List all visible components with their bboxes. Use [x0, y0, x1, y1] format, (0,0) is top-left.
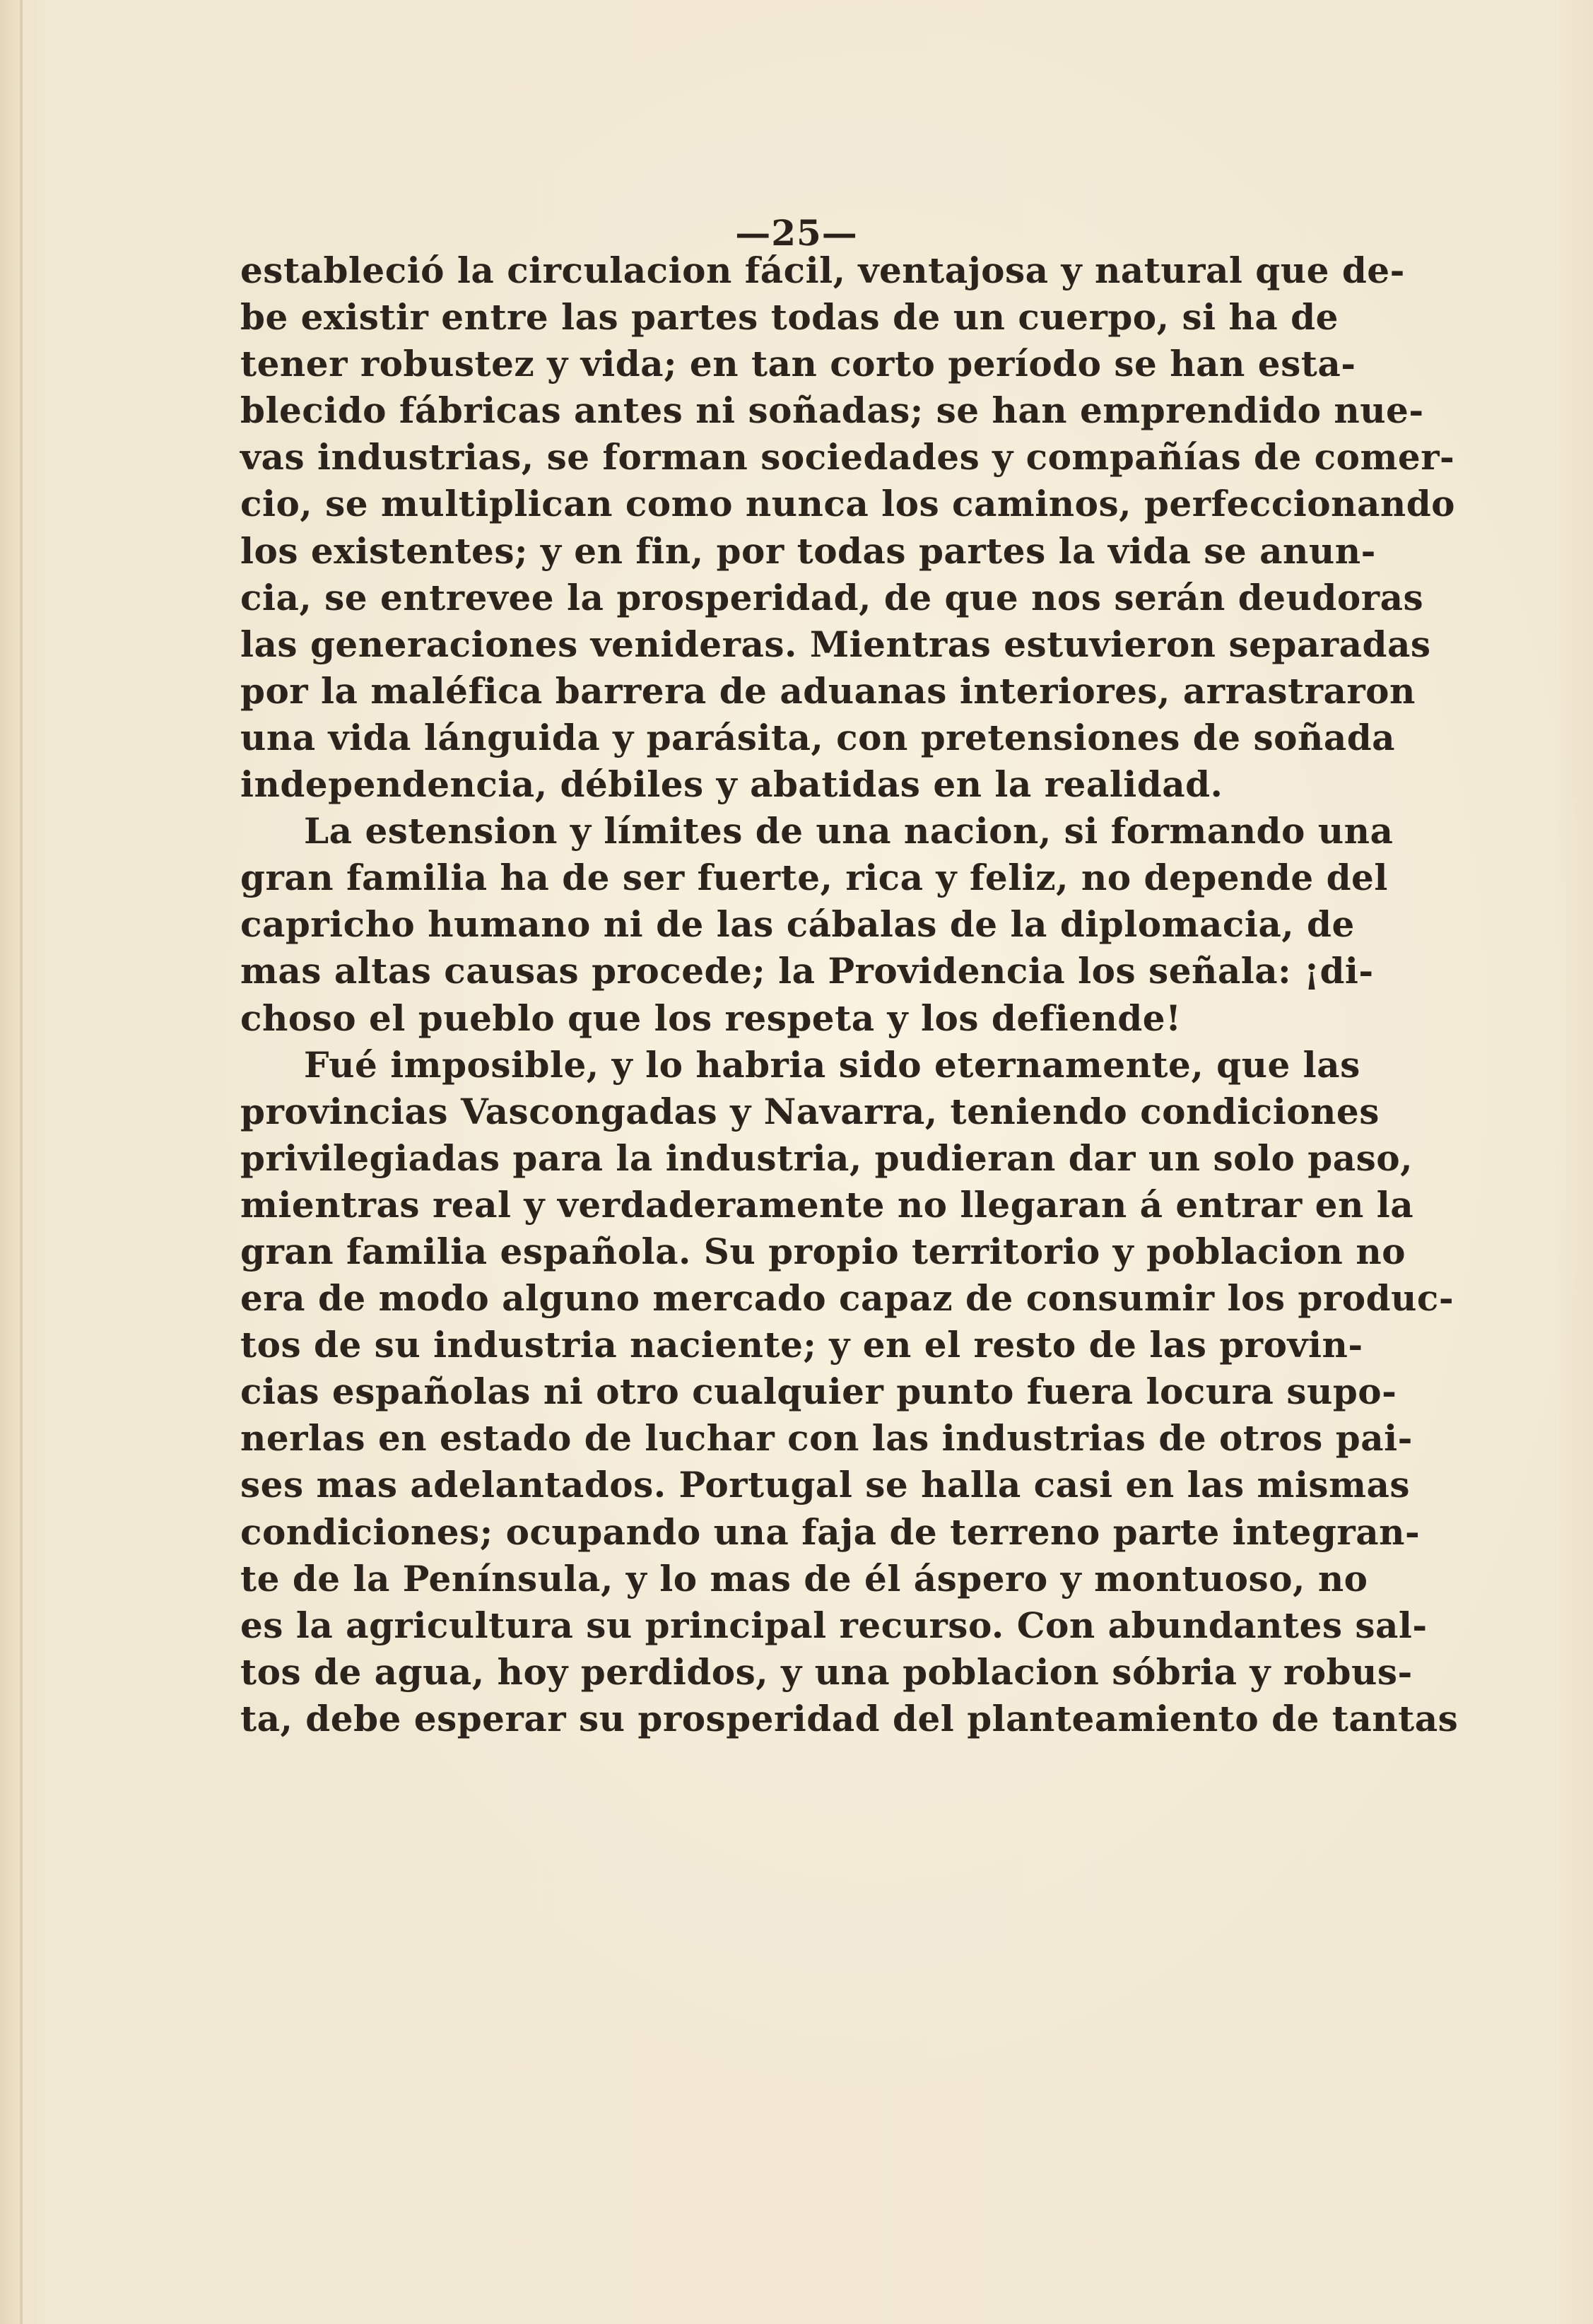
text-line: La estension y límites de una nacion, si formando una	[304, 810, 1394, 852]
text-line: capricho humano ni de las cábalas de la diplomacia, de	[240, 903, 1355, 946]
text-line: las generaciones venideras. Mientras estuvieron separadas	[240, 623, 1431, 665]
text-line: condiciones; ocupando una faja de terreno parte integran-	[240, 1510, 1421, 1553]
text-line: tener robustez y vida; en tan corto período se han esta-	[240, 343, 1356, 385]
text-line: be existir entre las partes todas de un cuerpo, si ha de	[240, 296, 1339, 339]
paragraph-2	[240, 808, 1394, 1041]
text-line: vas industrias, se forman sociedades y compañías de comer-	[240, 436, 1455, 479]
text-line: blecido fábricas antes ni soñadas; se han emprendido nue-	[240, 389, 1424, 432]
text-line: por la maléfica barrera de aduanas interiores, arrastraron	[240, 669, 1416, 712]
text-line: Fué imposible, y lo habria sido eternamente, que las	[304, 1043, 1360, 1086]
paragraph-1	[240, 247, 1456, 808]
text-line: es la agricultura su principal recurso. Con abundantes sal-	[240, 1604, 1428, 1646]
text-line: ses mas adelantados. Portugal se halla casi en las mismas	[240, 1464, 1411, 1506]
text-line: mientras real y verdaderamente no llegaran á entrar en la	[240, 1183, 1414, 1226]
text-line: independencia, débiles y abatidas en la realidad.	[240, 763, 1223, 806]
text-line: estableció la circulacion fácil, ventajosa y natural que de-	[240, 250, 1405, 291]
binding-edge	[20, 0, 23, 2324]
text-line: cias españolas ni otro cualquier punto fuera locura supo-	[240, 1371, 1397, 1413]
text-line: tos de agua, hoy perdidos, y una poblacion sóbria y robus-	[240, 1650, 1413, 1693]
text-line: ta, debe esperar su prosperidad del planteamiento de tantas	[240, 1697, 1459, 1739]
text-line: gran familia española. Su propio territorio y poblacion no	[240, 1230, 1406, 1272]
text-line: te de la Península, y lo mas de él áspero y montuoso, no	[240, 1557, 1368, 1600]
paragraph-3	[240, 1042, 1459, 1742]
text-line: era de modo alguno mercado capaz de consumir los produc-	[240, 1277, 1454, 1320]
text-line: choso el pueblo que los respeta y los defiende!	[240, 997, 1182, 1039]
body-text	[240, 247, 1459, 1742]
text-line: cio, se multiplican como nunca los caminos, perfeccionando	[240, 483, 1456, 525]
text-line: una vida lánguida y parásita, con pretensiones de soñada	[240, 716, 1396, 758]
text-line: provincias Vascongadas y Navarra, teniendo condiciones	[240, 1090, 1380, 1132]
text-line: privilegiadas para la industria, pudieran dar un solo paso,	[240, 1137, 1413, 1179]
text-line: nerlas en estado de luchar con las industrias de otros pai-	[240, 1417, 1413, 1460]
page-number: —25—	[735, 212, 858, 254]
text-line: tos de su industria naciente; y en el resto de las provin-	[240, 1324, 1363, 1366]
text-line: los existentes; y en fin, por todas partes la vida se anun-	[240, 529, 1376, 572]
text-line: cia, se entrevee la prosperidad, de que nos serán deudoras	[240, 576, 1424, 618]
text-line: mas altas causas procede; la Providencia los señala: ¡di-	[240, 950, 1374, 992]
text-line: gran familia ha de ser fuerte, rica y feliz, no depende del	[240, 857, 1388, 899]
